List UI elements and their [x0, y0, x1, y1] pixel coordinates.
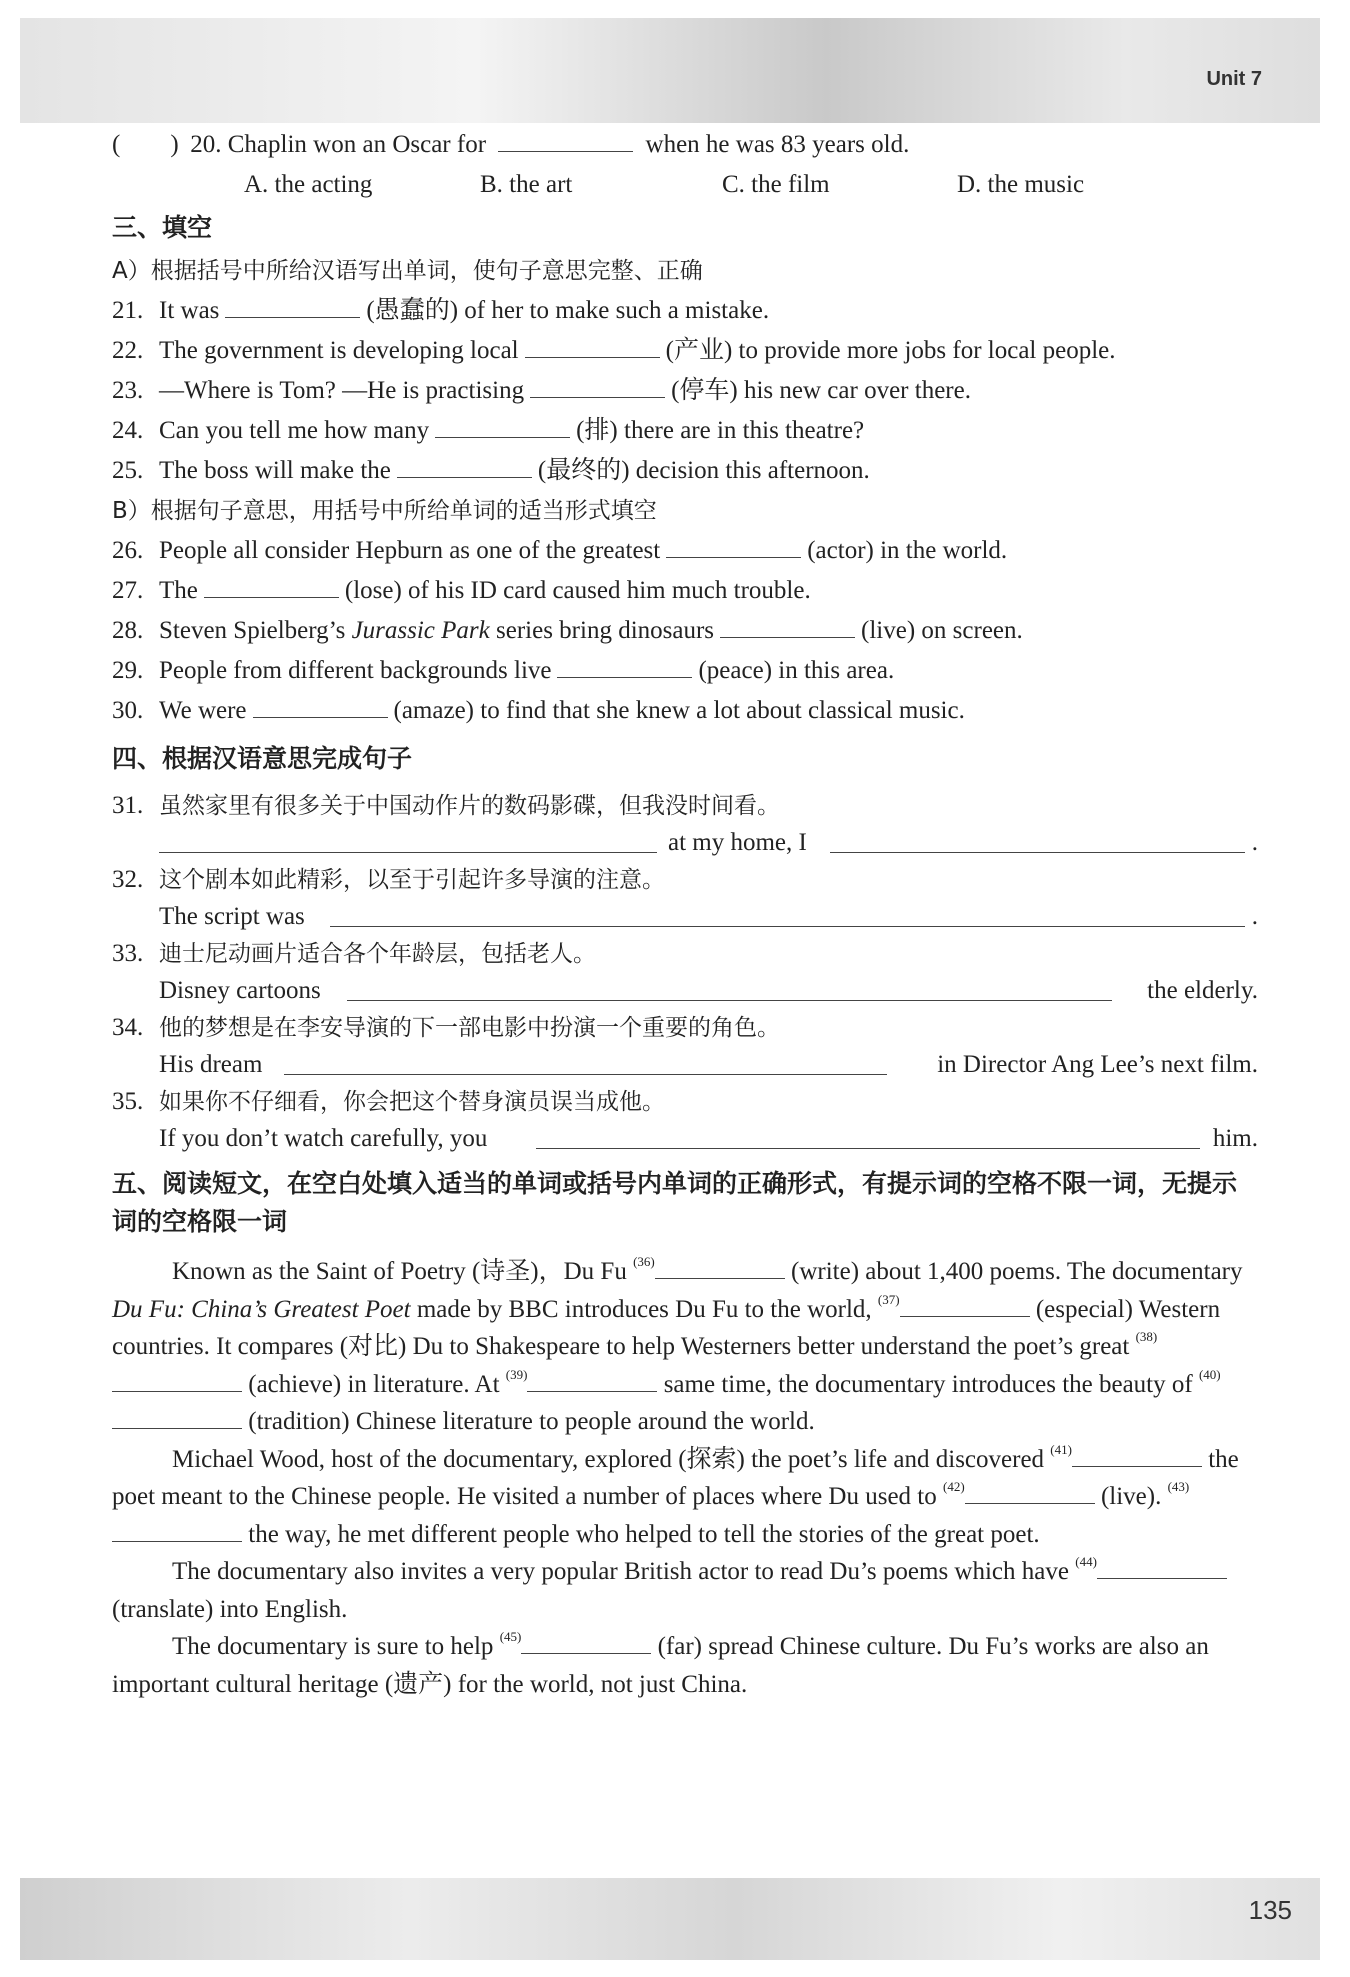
question-28	[112, 611, 1258, 651]
passage-text: the poet meant to the Chinese people. He visited a number of places where Du used to	[112, 1445, 1239, 1510]
passage-blank-38[interactable]	[112, 1367, 242, 1392]
passage-text: (far) spread Chinese culture. Du Fu’s works are also an important cultural heritage (遗产) for the world, not just China.	[112, 1633, 1209, 1698]
blank-number: (45)	[499, 1629, 522, 1644]
question-number: 27.	[112, 577, 144, 604]
question-stem: Steven Spielberg’s	[159, 617, 346, 644]
passage-paragraph-1	[112, 1253, 1258, 1441]
chinese-sentence: 这个剧本如此精彩，以至于引起许多导演的注意。	[159, 867, 665, 893]
option-a: A. the acting	[244, 171, 373, 198]
sentence-start: The script was	[159, 903, 305, 930]
passage-text: (achieve) in literature. At	[248, 1370, 500, 1398]
question-32-chinese	[112, 861, 1258, 898]
section-3-part-b: B）根据句子意思，用括号中所给单词的适当形式填空	[112, 498, 657, 524]
section-3-part-a: A）根据括号中所给汉语写出单词，使句子意思完整、正确	[112, 258, 703, 284]
question-stem-end: (最终的) decision this afternoon.	[537, 457, 870, 484]
question-number: 21.	[112, 297, 144, 324]
question-34-chinese	[112, 1009, 1258, 1046]
sentence-end: the elderly.	[1147, 977, 1258, 1004]
question-stem-end: (actor) in the world.	[807, 537, 1008, 564]
unit-label: Unit 7	[1206, 68, 1262, 90]
answer-blank[interactable]	[225, 291, 360, 318]
sentence-start: His dream	[159, 1051, 263, 1078]
footer-band	[20, 1878, 1320, 1960]
answer-blank[interactable]	[253, 691, 388, 718]
question-number: 20.	[190, 131, 222, 158]
blank-number: (42)	[943, 1479, 965, 1494]
blank-number: (44)	[1075, 1554, 1097, 1569]
question-stem: People all consider Hepburn as one of the greatest	[159, 537, 661, 564]
question-32-answer	[112, 898, 1258, 935]
question-35-chinese	[112, 1083, 1258, 1120]
question-stem-end: (live) on screen.	[861, 617, 1023, 644]
question-number: 26.	[112, 537, 144, 564]
answer-line[interactable]	[830, 852, 1245, 853]
blank-number: (37)	[877, 1291, 900, 1307]
question-number: 35.	[112, 1088, 144, 1115]
passage-text: The documentary also invites a very popular British actor to read Du’s poems which have	[172, 1558, 1069, 1585]
answer-blank[interactable]	[557, 651, 692, 678]
question-stem-end: (peace) in this area.	[698, 657, 895, 684]
question-33-chinese	[112, 935, 1258, 972]
question-21	[112, 291, 1258, 331]
page-number: 135	[1248, 1895, 1292, 1925]
answer-blank[interactable]	[498, 125, 633, 152]
option-d: D. the music	[957, 171, 1085, 198]
question-23	[112, 371, 1258, 411]
answer-line[interactable]	[159, 852, 657, 853]
option-c: C. the film	[722, 171, 830, 198]
question-stem-end: (排) there are in this theatre?	[576, 417, 865, 444]
answer-blank[interactable]	[720, 611, 855, 638]
passage-text: Michael Wood, host of the documentary, explored (探索) the poet’s life and discovered	[172, 1445, 1045, 1473]
passage-blank-42[interactable]	[965, 1479, 1095, 1504]
question-30	[112, 691, 1258, 731]
passage-blank-36[interactable]	[655, 1254, 785, 1279]
question-33-answer	[112, 972, 1258, 1009]
sentence-start: Disney cartoons	[159, 977, 321, 1004]
section-3-title: 三、填空	[112, 213, 213, 242]
question-stem: The	[159, 577, 198, 604]
passage-text: (write) about 1,400 poems. The documentary	[791, 1258, 1243, 1285]
documentary-title: Du Fu: China’s Greatest Poet	[112, 1295, 411, 1323]
sentence-end: .	[1251, 829, 1258, 856]
question-25	[112, 451, 1258, 491]
question-31-chinese	[112, 787, 1258, 824]
question-stem: We were	[159, 697, 247, 724]
question-number: 25.	[112, 457, 144, 484]
answer-paren: ( )	[112, 131, 179, 158]
film-title: Jurassic Park	[351, 617, 490, 644]
passage-text: Known as the Saint of Poetry (诗圣)，Du Fu	[172, 1258, 627, 1285]
chinese-sentence: 迪士尼动画片适合各个年龄层，包括老人。	[159, 941, 596, 967]
blank-number: (36)	[633, 1254, 655, 1269]
answer-blank[interactable]	[204, 571, 339, 598]
passage-blank-44[interactable]	[1097, 1554, 1227, 1579]
chinese-sentence: 如果你不仔细看，你会把这个替身演员误当成他。	[159, 1089, 665, 1115]
passage-text: same time, the documentary introduces the beauty of	[663, 1370, 1193, 1398]
question-number: 23.	[112, 377, 144, 404]
question-stem-end: (amaze) to find that she knew a lot about classical music.	[393, 697, 965, 724]
question-stem: Can you tell me how many	[159, 417, 430, 444]
answer-blank[interactable]	[525, 331, 660, 358]
question-stem: The government is developing local	[159, 337, 519, 364]
question-stem: —Where is Tom? —He is practising	[159, 377, 525, 404]
passage-paragraph-3	[112, 1553, 1258, 1628]
question-27	[112, 571, 1258, 611]
answer-line[interactable]	[330, 926, 1245, 927]
question-24	[112, 411, 1258, 451]
passage-paragraph-2	[112, 1441, 1258, 1554]
passage-text: the way, he met different people who helped to tell the stories of the great poet.	[248, 1520, 1040, 1548]
worksheet-content	[112, 125, 1258, 1703]
question-stem: People from different backgrounds live	[159, 657, 552, 684]
question-number: 34.	[112, 1014, 144, 1041]
passage-blank-40[interactable]	[112, 1404, 242, 1429]
option-b: B. the art	[480, 171, 573, 198]
passage-blank-41[interactable]	[1072, 1442, 1202, 1467]
question-34-answer	[112, 1046, 1258, 1083]
passage-blank-37[interactable]	[900, 1292, 1030, 1317]
question-stem: Chaplin won an Oscar for	[227, 131, 487, 158]
answer-blank[interactable]	[435, 411, 570, 438]
question-20-options	[112, 165, 1258, 205]
question-number: 33.	[112, 940, 144, 967]
answer-blank[interactable]	[666, 531, 801, 558]
passage-blank-45[interactable]	[521, 1629, 651, 1654]
sentence-start: If you don’t watch carefully, you	[159, 1125, 488, 1152]
question-stem-mid: series bring dinosaurs	[496, 617, 715, 644]
passage-blank-43[interactable]	[112, 1517, 242, 1542]
question-stem: It was	[159, 297, 220, 324]
blank-number: (43)	[1167, 1479, 1190, 1494]
sentence-end: in Director Ang Lee’s next film.	[937, 1051, 1258, 1078]
chinese-sentence: 他的梦想是在李安导演的下一部电影中扮演一个重要的角色。	[159, 1015, 780, 1041]
blank-number: (38)	[1135, 1329, 1158, 1344]
question-number: 28.	[112, 617, 144, 644]
passage-text: made by BBC introduces Du Fu to the world,	[416, 1295, 872, 1323]
question-number: 22.	[112, 337, 144, 364]
answer-line[interactable]	[284, 1074, 887, 1075]
passage-text: (translate) into English.	[112, 1595, 348, 1623]
question-29	[112, 651, 1258, 691]
question-number: 31.	[112, 792, 144, 819]
question-stem-end: (lose) of his ID card caused him much trouble.	[344, 577, 811, 604]
question-stem: The boss will make the	[159, 457, 391, 484]
answer-blank[interactable]	[397, 451, 532, 478]
question-stem-end: (停车) his new car over there.	[671, 377, 971, 404]
passage-blank-39[interactable]	[527, 1367, 657, 1392]
section-4-title: 四、根据汉语意思完成句子	[112, 744, 413, 773]
question-22	[112, 331, 1258, 371]
sentence-end: .	[1251, 903, 1258, 930]
blank-number: (39)	[505, 1366, 528, 1382]
question-35-answer	[112, 1120, 1258, 1157]
answer-line[interactable]	[536, 1148, 1200, 1149]
question-number: 24.	[112, 417, 144, 444]
sentence-fragment: at my home, I	[668, 829, 807, 856]
blank-number: (40)	[1198, 1366, 1221, 1382]
question-stem-end: (产业) to provide more jobs for local people.	[665, 337, 1116, 364]
passage-text: (especial) Western countries. It compares (对比) Du to Shakespeare to help Westerners better understand the poet’s great	[112, 1295, 1221, 1360]
sentence-end: him.	[1212, 1125, 1258, 1152]
question-26	[112, 531, 1258, 571]
header-band	[20, 18, 1320, 123]
question-stem-end: when he was 83 years old.	[645, 131, 910, 158]
passage-text: (live).	[1100, 1483, 1162, 1510]
section-5-title: 五、阅读短文，在空白处填入适当的单词或括号内单词的正确形式，有提示词的空格不限一词，无提示词的空格限一词	[112, 1169, 1238, 1236]
passage-text: (tradition) Chinese literature to people around the world.	[248, 1408, 815, 1435]
answer-line[interactable]	[347, 1000, 1112, 1001]
answer-blank[interactable]	[530, 371, 665, 398]
passage-text: The documentary is sure to help	[172, 1633, 494, 1660]
chinese-sentence: 虽然家里有很多关于中国动作片的数码影碟，但我没时间看。	[159, 793, 780, 819]
question-20	[112, 125, 1258, 165]
question-31-answer	[112, 824, 1258, 861]
question-number: 29.	[112, 657, 144, 684]
question-stem-end: (愚蠢的) of her to make such a mistake.	[366, 297, 770, 324]
question-number: 32.	[112, 866, 144, 893]
passage-paragraph-4	[112, 1628, 1258, 1703]
question-number: 30.	[112, 697, 144, 724]
blank-number: (41)	[1050, 1441, 1072, 1457]
